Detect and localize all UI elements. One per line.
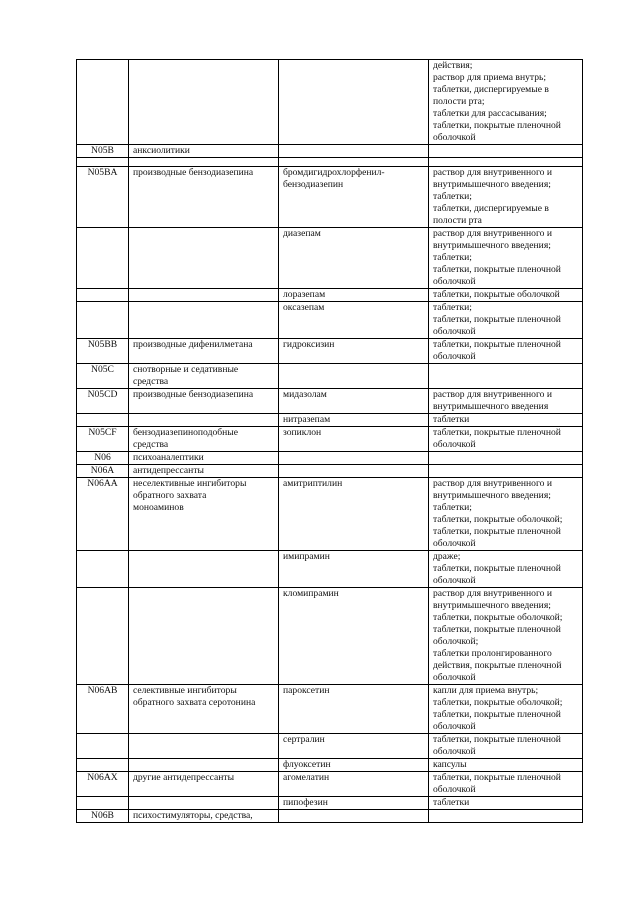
table-row [77, 734, 583, 759]
dosage-form-cell [429, 810, 583, 823]
table-row [77, 414, 583, 427]
group-name-cell: психостимуляторы, средства, [129, 810, 279, 823]
group-name-cell: селективные ингибиторы обратного захвата серотонина [129, 685, 279, 734]
group-name-cell [129, 60, 279, 145]
drug-name-cell: гидроксизин [279, 339, 429, 364]
atc-code-cell: N06AB [77, 685, 129, 734]
atc-code-cell [77, 228, 129, 289]
dosage-form-cell: таблетки, покрытые оболочкой [429, 289, 583, 302]
dosage-form-cell: раствор для внутривенного и внутримышечного введения; таблетки, покрытые оболочкой; таблетки, покрытые пленочной оболочкой; таблетки пролонгированного действия, покрытые пленочной оболочкой [429, 588, 583, 685]
drug-name-cell [279, 60, 429, 145]
drug-list-table [76, 59, 583, 823]
dosage-form-cell [429, 465, 583, 478]
group-name-cell: другие антидепрессанты [129, 772, 279, 797]
drug-name-cell: бромдигидрохлорфенил- бензодиазепин [279, 167, 429, 228]
dosage-form-cell: раствор для внутривенного и внутримышечного введения; таблетки; таблетки, покрытые пленочной оболочкой [429, 228, 583, 289]
atc-code-cell [77, 551, 129, 588]
group-name-cell: снотворные и седативные средства [129, 364, 279, 389]
group-name-cell [129, 759, 279, 772]
drug-name-cell: флуоксетин [279, 759, 429, 772]
dosage-form-cell: драже; таблетки, покрытые пленочной оболочкой [429, 551, 583, 588]
dosage-form-cell: действия; раствор для приема внутрь; таблетки, диспергируемые в полости рта; таблетки для рассасывания; таблетки, покрытые пленочной оболочкой [429, 60, 583, 145]
group-name-cell: психоаналептики [129, 452, 279, 465]
drug-name-cell [279, 145, 429, 158]
drug-name-cell: зопиклон [279, 427, 429, 452]
group-name-cell: производные бензодиазепина [129, 167, 279, 228]
drug-name-cell: пароксетин [279, 685, 429, 734]
atc-code-cell: N06AA [77, 478, 129, 551]
table-row [77, 810, 583, 823]
dosage-form-cell: раствор для внутривенного и внутримышечного введения; таблетки; таблетки, покрытые оболочкой; таблетки, покрытые пленочной оболочкой [429, 478, 583, 551]
atc-code-cell [77, 797, 129, 810]
atc-code-cell: N06A [77, 465, 129, 478]
group-name-cell: производные бензодиазепина [129, 389, 279, 414]
atc-code-cell [77, 414, 129, 427]
atc-code-cell [77, 158, 129, 167]
dosage-form-cell [429, 364, 583, 389]
table-row [77, 364, 583, 389]
dosage-form-cell: таблетки [429, 414, 583, 427]
table-row [77, 588, 583, 685]
atc-code-cell: N05BA [77, 167, 129, 228]
table-row [77, 427, 583, 452]
table-body [77, 60, 583, 823]
drug-name-cell: имипрамин [279, 551, 429, 588]
group-name-cell [129, 158, 279, 167]
table-row [77, 339, 583, 364]
drug-name-cell: кломипрамин [279, 588, 429, 685]
table-row [77, 465, 583, 478]
drug-name-cell: агомелатин [279, 772, 429, 797]
drug-name-cell [279, 465, 429, 478]
atc-code-cell: N05B [77, 145, 129, 158]
group-name-cell: неселективные ингибиторы обратного захвата моноаминов [129, 478, 279, 551]
drug-name-cell: оксазепам [279, 302, 429, 339]
atc-code-cell: N05C [77, 364, 129, 389]
table-row [77, 228, 583, 289]
table-row [77, 452, 583, 465]
dosage-form-cell: таблетки, покрытые пленочной оболочкой [429, 339, 583, 364]
atc-code-cell [77, 302, 129, 339]
drug-name-cell [279, 364, 429, 389]
table-row [77, 772, 583, 797]
dosage-form-cell [429, 158, 583, 167]
dosage-form-cell: раствор для внутривенного и внутримышечного введения; таблетки; таблетки, диспергируемые в полости рта [429, 167, 583, 228]
group-name-cell [129, 797, 279, 810]
group-name-cell: антидепрессанты [129, 465, 279, 478]
atc-code-cell: N05CD [77, 389, 129, 414]
drug-name-cell [279, 810, 429, 823]
atc-code-cell: N06B [77, 810, 129, 823]
table-row [77, 797, 583, 810]
atc-code-cell [77, 60, 129, 145]
drug-name-cell: амитриптилин [279, 478, 429, 551]
dosage-form-cell [429, 145, 583, 158]
table-row [77, 551, 583, 588]
table-row [77, 289, 583, 302]
group-name-cell: анксиолитики [129, 145, 279, 158]
atc-code-cell [77, 759, 129, 772]
table-row [77, 145, 583, 158]
atc-code-cell: N05BB [77, 339, 129, 364]
drug-name-cell: мидазолам [279, 389, 429, 414]
table-row [77, 759, 583, 772]
drug-name-cell: сертралин [279, 734, 429, 759]
group-name-cell [129, 228, 279, 289]
group-name-cell: производные дифенилметана [129, 339, 279, 364]
table-row [77, 167, 583, 228]
drug-name-cell: нитразепам [279, 414, 429, 427]
dosage-form-cell: таблетки, покрытые пленочной оболочкой [429, 734, 583, 759]
dosage-form-cell: таблетки, покрытые пленочной оболочкой [429, 772, 583, 797]
table-row [77, 478, 583, 551]
group-name-cell [129, 289, 279, 302]
drug-name-cell: диазепам [279, 228, 429, 289]
group-name-cell [129, 588, 279, 685]
table-row [77, 389, 583, 414]
dosage-form-cell: таблетки; таблетки, покрытые пленочной оболочкой [429, 302, 583, 339]
table-row [77, 685, 583, 734]
atc-code-cell: N06AX [77, 772, 129, 797]
table-row [77, 302, 583, 339]
atc-code-cell [77, 588, 129, 685]
group-name-cell: бензодиазепиноподобные средства [129, 427, 279, 452]
drug-name-cell: лоразепам [279, 289, 429, 302]
group-name-cell [129, 551, 279, 588]
drug-name-cell [279, 452, 429, 465]
dosage-form-cell: капсулы [429, 759, 583, 772]
atc-code-cell: N06 [77, 452, 129, 465]
atc-code-cell [77, 734, 129, 759]
group-name-cell [129, 414, 279, 427]
atc-code-cell [77, 289, 129, 302]
table-row [77, 158, 583, 167]
dosage-form-cell: таблетки, покрытые пленочной оболочкой [429, 427, 583, 452]
group-name-cell [129, 734, 279, 759]
dosage-form-cell [429, 452, 583, 465]
dosage-form-cell: раствор для внутривенного и внутримышечного введения [429, 389, 583, 414]
dosage-form-cell: капли для приема внутрь; таблетки, покрытые оболочкой; таблетки, покрытые пленочной оболочкой [429, 685, 583, 734]
dosage-form-cell: таблетки [429, 797, 583, 810]
group-name-cell [129, 302, 279, 339]
table-row [77, 60, 583, 145]
drug-name-cell [279, 158, 429, 167]
drug-name-cell: пипофезин [279, 797, 429, 810]
atc-code-cell: N05CF [77, 427, 129, 452]
